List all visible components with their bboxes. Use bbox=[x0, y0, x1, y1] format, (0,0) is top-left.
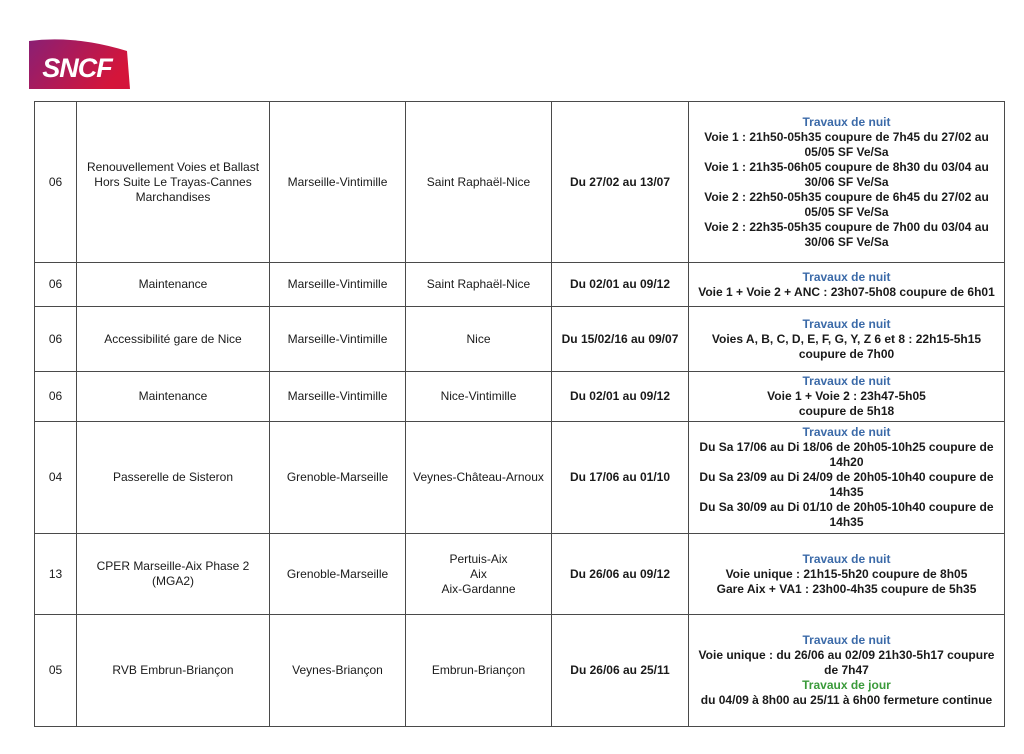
line-cell-text: Marseille-Vintimille bbox=[287, 277, 388, 291]
dept-cell-text: 06 bbox=[48, 389, 63, 403]
title-cell-text: Passerelle de Sisteron bbox=[112, 470, 234, 484]
works-table-body bbox=[35, 102, 1005, 727]
section-cell-text: Aix bbox=[470, 566, 487, 581]
title-cell-text: RVB Embrun-Briançon bbox=[112, 663, 234, 677]
title-cell bbox=[77, 534, 270, 615]
details-cell bbox=[689, 307, 1005, 372]
dept-cell-text: 05 bbox=[48, 663, 63, 677]
dept-cell bbox=[35, 615, 77, 727]
sncf-logo bbox=[27, 37, 130, 89]
section-cell-text: Embrun-Briançon bbox=[431, 663, 526, 677]
line-cell bbox=[270, 307, 406, 372]
title-cell-text: Maintenance bbox=[138, 389, 208, 403]
line-cell bbox=[270, 615, 406, 727]
title-cell bbox=[77, 307, 270, 372]
detail-line: Voie unique : 21h15-5h20 coupure de 8h05 bbox=[725, 566, 968, 581]
detail-line: Voie 1 + Voie 2 : 23h47-5h05 bbox=[767, 389, 926, 403]
dates-cell bbox=[552, 263, 689, 307]
detail-heading: Travaux de nuit bbox=[802, 425, 891, 439]
line-cell-text: Marseille-Vintimille bbox=[287, 389, 388, 403]
line-cell bbox=[270, 102, 406, 263]
title-cell bbox=[77, 102, 270, 263]
dates-cell bbox=[552, 372, 689, 422]
section-cell bbox=[406, 422, 552, 534]
detail-line: Voies A, B, C, D, E, F, G, Y, Z 6 et 8 : 22h15-5h15 coupure de 7h00 bbox=[711, 331, 982, 361]
detail-heading: Travaux de nuit bbox=[802, 269, 891, 284]
line-cell-text: Grenoble-Marseille bbox=[286, 470, 389, 484]
detail-line: du 04/09 à 8h00 au 25/11 à 6h00 fermeture continue bbox=[700, 693, 993, 707]
section-cell-text: Nice-Vintimille bbox=[440, 389, 517, 403]
details-cell bbox=[689, 263, 1005, 307]
detail-heading: Travaux de nuit bbox=[802, 114, 891, 129]
dept-cell bbox=[35, 102, 77, 263]
detail-line: Du Sa 30/09 au Di 01/10 de 20h05-10h40 coupure de 14h35 bbox=[699, 500, 994, 529]
line-cell bbox=[270, 422, 406, 534]
detail-line: Voie unique : du 26/06 au 02/09 21h30-5h17 coupure de 7h47 bbox=[698, 648, 995, 677]
details-cell bbox=[689, 372, 1005, 422]
detail-line: Gare Aix + VA1 : 23h00-4h35 coupure de 5h35 bbox=[716, 581, 977, 596]
dept-cell-text: 06 bbox=[48, 277, 63, 291]
detail-line: Du Sa 17/06 au Di 18/06 de 20h05-10h25 coupure de 14h20 bbox=[699, 440, 994, 469]
dept-cell-text: 06 bbox=[48, 174, 63, 189]
dept-cell bbox=[35, 372, 77, 422]
dates-cell bbox=[552, 534, 689, 615]
detail-heading: Travaux de jour bbox=[802, 678, 891, 692]
detail-heading: Travaux de nuit bbox=[802, 551, 891, 566]
detail-line: Voie 2 : 22h50-05h35 coupure de 6h45 du 27/02 au 05/05 SF Ve/Sa bbox=[704, 189, 989, 219]
dept-cell bbox=[35, 422, 77, 534]
dates-cell-text: Du 26/06 au 25/11 bbox=[570, 663, 670, 677]
detail-line: Voie 2 : 22h35-05h35 coupure de 7h00 du 03/04 au 30/06 SF Ve/Sa bbox=[704, 219, 989, 249]
table-row bbox=[35, 307, 1005, 372]
dates-cell bbox=[552, 615, 689, 727]
table-row bbox=[35, 102, 1005, 263]
dept-cell bbox=[35, 534, 77, 615]
detail-line: Voie 1 : 21h35-06h05 coupure de 8h30 du 03/04 au 30/06 SF Ve/Sa bbox=[704, 159, 989, 189]
section-cell bbox=[406, 263, 552, 307]
title-cell-text: Maintenance bbox=[138, 277, 208, 291]
dates-cell-text: Du 26/06 au 09/12 bbox=[569, 566, 671, 581]
detail-heading: Travaux de nuit bbox=[802, 633, 891, 647]
section-cell bbox=[406, 102, 552, 263]
title-cell bbox=[77, 372, 270, 422]
details-cell bbox=[689, 615, 1005, 727]
dates-cell-text: Du 02/01 au 09/12 bbox=[569, 389, 671, 403]
dates-cell-text: Du 17/06 au 01/10 bbox=[569, 470, 671, 484]
table-row bbox=[35, 615, 1005, 727]
line-cell-text: Grenoble-Marseille bbox=[286, 566, 389, 581]
section-cell bbox=[406, 534, 552, 615]
section-cell-text: Aix-Gardanne bbox=[441, 581, 516, 596]
works-table bbox=[34, 101, 1005, 727]
details-cell bbox=[689, 534, 1005, 615]
table-row bbox=[35, 534, 1005, 615]
dates-cell bbox=[552, 422, 689, 534]
dept-cell bbox=[35, 307, 77, 372]
table-row bbox=[35, 372, 1005, 422]
title-cell-text: CPER Marseille-Aix Phase 2 (MGA2) bbox=[96, 559, 250, 588]
details-cell bbox=[689, 102, 1005, 263]
dates-cell-text: Du 27/02 au 13/07 bbox=[569, 174, 671, 189]
table-row bbox=[35, 422, 1005, 534]
section-cell-text: Saint Raphaël-Nice bbox=[426, 174, 531, 189]
section-cell bbox=[406, 615, 552, 727]
detail-line: Voie 1 + Voie 2 + ANC : 23h07-5h08 coupure de 6h01 bbox=[698, 284, 995, 299]
dates-cell bbox=[552, 307, 689, 372]
dates-cell bbox=[552, 102, 689, 263]
detail-line: Du Sa 23/09 au Di 24/09 de 20h05-10h40 coupure de 14h35 bbox=[699, 470, 994, 499]
title-cell-text: Accessibilité gare de Nice bbox=[104, 331, 242, 346]
title-cell-text: Renouvellement Voies et Ballast Hors Suite Le Trayas-Cannes Marchandises bbox=[86, 159, 260, 204]
detail-line: Voie 1 : 21h50-05h35 coupure de 7h45 du 27/02 au 05/05 SF Ve/Sa bbox=[704, 129, 989, 159]
dept-cell-text: 13 bbox=[48, 566, 63, 581]
line-cell bbox=[270, 263, 406, 307]
dept-cell-text: 06 bbox=[48, 331, 63, 346]
section-cell-text: Nice bbox=[466, 331, 491, 346]
details-cell bbox=[689, 422, 1005, 534]
title-cell bbox=[77, 263, 270, 307]
dept-cell-text: 04 bbox=[48, 470, 63, 484]
title-cell bbox=[77, 422, 270, 534]
line-cell bbox=[270, 534, 406, 615]
dates-cell-text: Du 15/02/16 au 09/07 bbox=[561, 331, 679, 346]
table-row bbox=[35, 263, 1005, 307]
section-cell bbox=[406, 372, 552, 422]
line-cell-text: Veynes-Briançon bbox=[292, 663, 383, 677]
detail-line: coupure de 5h18 bbox=[798, 404, 895, 418]
dates-cell-text: Du 02/01 au 09/12 bbox=[569, 277, 671, 291]
title-cell bbox=[77, 615, 270, 727]
section-cell bbox=[406, 307, 552, 372]
section-cell-text: Saint Raphaël-Nice bbox=[426, 277, 531, 291]
line-cell bbox=[270, 372, 406, 422]
line-cell-text: Marseille-Vintimille bbox=[287, 174, 388, 189]
logo-wordmark: SNCF bbox=[42, 53, 112, 83]
detail-heading: Travaux de nuit bbox=[802, 374, 891, 388]
line-cell-text: Marseille-Vintimille bbox=[287, 331, 388, 346]
section-cell-text: Pertuis-Aix bbox=[449, 551, 508, 566]
dept-cell bbox=[35, 263, 77, 307]
detail-heading: Travaux de nuit bbox=[802, 316, 891, 331]
section-cell-text: Veynes-Château-Arnoux bbox=[413, 470, 544, 484]
